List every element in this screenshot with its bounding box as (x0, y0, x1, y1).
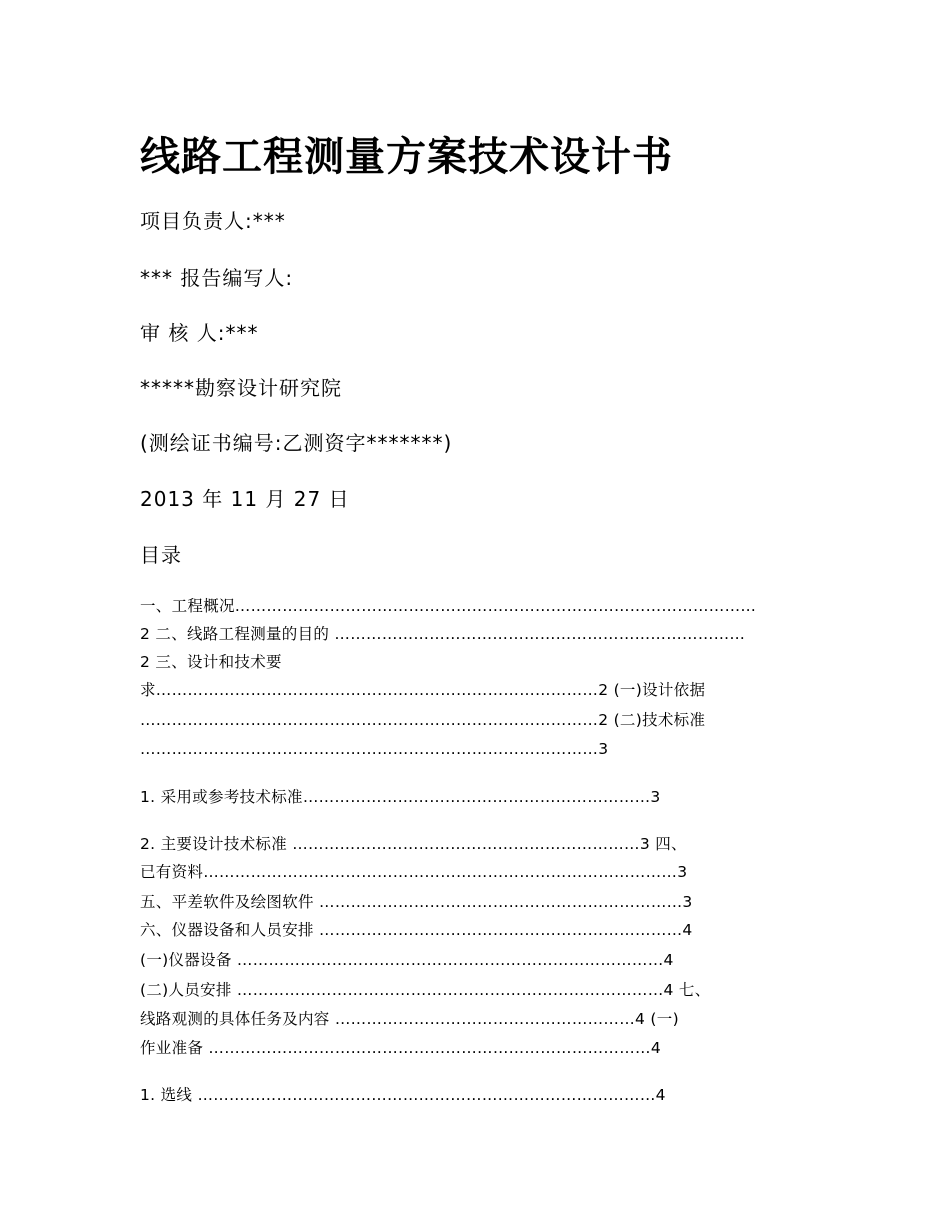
toc-line: ……………………………………………………………………………2 (二)技术标准 (140, 711, 706, 729)
toc-line: 2 三、设计和技术要 (140, 653, 282, 671)
toc-line: 2 二、线路工程测量的目的 …………………………………………………………………… (140, 625, 746, 643)
project-lead: 项目负责人:*** (140, 209, 286, 233)
toc-line: 求…………………………………………………………………………2 (一)设计依据 (140, 681, 706, 699)
toc-line: 作业准备 …………………………………………………………………………4 (140, 1039, 661, 1057)
institute-name: *****勘察设计研究院 (140, 376, 342, 400)
toc-line: 线路观测的具体任务及内容 …………………………………………………4 (一) (140, 1010, 679, 1028)
certificate-number: (测绘证书编号:乙测资字*******) (140, 431, 453, 455)
toc-line: 已有资料………………………………………………………………………………3 (140, 863, 688, 881)
toc-line: 一、工程概况……………………………………………………………………………………… (140, 597, 757, 615)
toc-line: 1. 采用或参考技术标准…………………………………………………………3 (140, 788, 661, 806)
toc-line: (一)仪器设备 ………………………………………………………………………4 (140, 951, 674, 969)
toc-heading: 目录 (140, 543, 182, 567)
report-writer: *** 报告编写人: (140, 266, 294, 290)
toc-line: 1. 选线 ……………………………………………………………………………4 (140, 1086, 666, 1104)
toc-line: 2. 主要设计技术标准 …………………………………………………………3 四、 (140, 835, 687, 853)
toc-line: 六、仪器设备和人员安排 ……………………………………………………………4 (140, 921, 693, 939)
toc-line: 五、平差软件及绘图软件 ……………………………………………………………3 (140, 893, 693, 911)
report-date: 2013 年 11 月 27 日 (140, 487, 350, 511)
toc-line: ……………………………………………………………………………3 (140, 740, 609, 758)
document-title: 线路工程测量方案技术设计书 (140, 134, 673, 180)
reviewer: 审 核 人:*** (140, 321, 259, 345)
toc-line: (二)人员安排 ………………………………………………………………………4 七、 (140, 981, 711, 999)
